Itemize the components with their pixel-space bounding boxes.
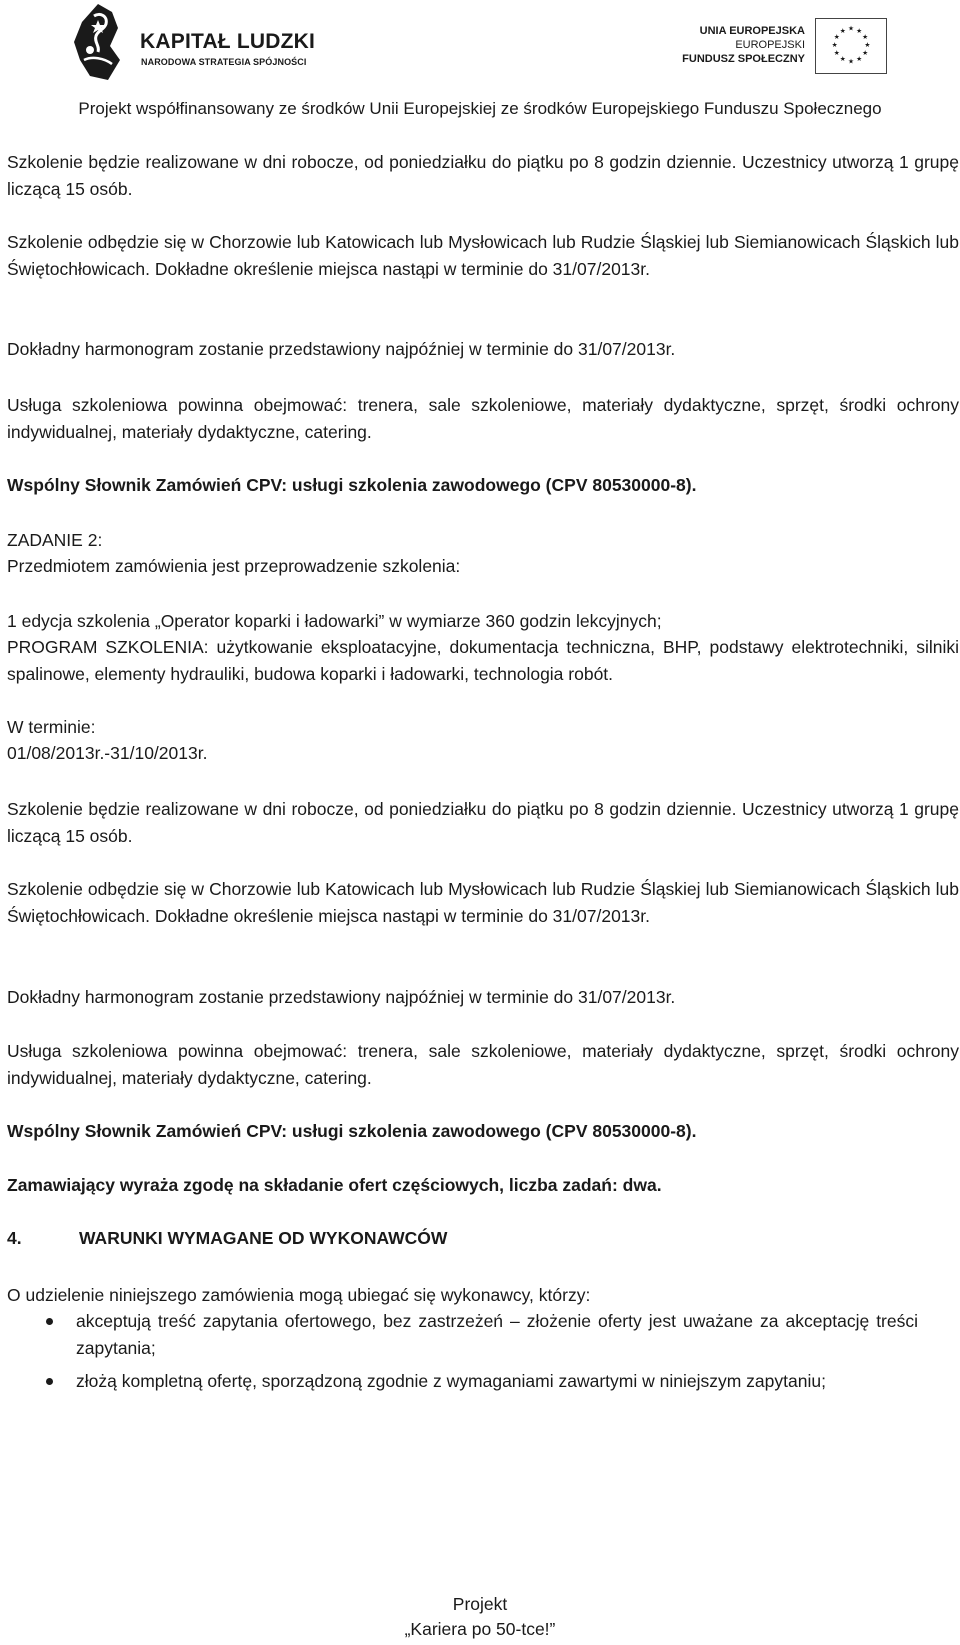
task1-service-paragraph: Usługa szkoleniowa powinna obejmować: trenera, sale szkoleniowe, materiały dydaktyczne, sprzęt, środki ochrony indywidualnej, materiały dydaktyczne, catering. bbox=[7, 395, 959, 442]
svg-text:★: ★ bbox=[862, 32, 869, 41]
bullet-icon bbox=[46, 1318, 53, 1325]
svg-text:★: ★ bbox=[864, 40, 871, 49]
task2-term-value: 01/08/2013r.-31/10/2013r. bbox=[7, 743, 208, 763]
partial-offers-paragraph: Zamawiający wyraża zgodę na składanie ofert częściowych, liczba zadań: dwa. bbox=[7, 1175, 662, 1195]
list-item-text: złożą kompletną ofertę, sporządzoną zgodnie z wymaganiami zawartymi w niniejszym zapytaniu; bbox=[76, 1371, 826, 1391]
task2-location-paragraph: Szkolenie odbędzie się w Chorzowie lub Katowicach lub Mysłowicach lub Rudzie Śląskiej lub Siemianowicach Śląskich lub Świętochłowicach. Dokładne określenie miejsca nastąpi w terminie do 31/07/2013r. bbox=[7, 879, 959, 926]
kapital-ludzki-name: KAPITAŁ LUDZKI bbox=[140, 30, 316, 53]
task2-program-paragraph: PROGRAM SZKOLENIA: użytkowanie eksploatacyjne, dokumentacja techniczna, BHP, podstawy elektrotechniki, silniki spalinowe, elementy hydrauliki, budowa koparki i ładowarki, technologia robót. bbox=[7, 637, 959, 684]
task1-location-paragraph: Szkolenie odbędzie się w Chorzowie lub Katowicach lub Mysłowicach lub Rudzie Śląskiej lub Siemianowicach Śląskich lub Świętochłowicach. Dokładne określenie miejsca nastąpi w terminie do 31/07/2013r. bbox=[7, 232, 959, 279]
footer-project-title: „Kariera po 50-tce!” bbox=[404, 1619, 556, 1639]
eu-logo-line2: EUROPEJSKI bbox=[735, 39, 805, 51]
svg-text:★: ★ bbox=[847, 57, 855, 66]
task1-schedule-paragraph: Szkolenie będzie realizowane w dni robocze, od poniedziałku do piątku po 8 godzin dziennie. Uczestnicy utworzą 1 grupę liczącą 15 osób. bbox=[7, 152, 959, 199]
list-item-text: akceptują treść zapytania ofertowego, bez zastrzeżeń – złożenie oferty jest uważane za akceptację treści zapytania; bbox=[76, 1311, 918, 1358]
kapital-ludzki-emblem-icon bbox=[68, 2, 128, 82]
task2-schedule-paragraph: Szkolenie będzie realizowane w dni robocze, od poniedziałku do piątku po 8 godzin dziennie. Uczestnicy utworzą 1 grupę liczącą 15 osób. bbox=[7, 799, 959, 846]
eu-logo-line1: UNIA EUROPEJSKA bbox=[699, 25, 805, 37]
section-4-title: WARUNKI WYMAGANE OD WYKONAWCÓW bbox=[79, 1228, 448, 1248]
bullet-icon bbox=[46, 1378, 53, 1385]
eu-logo bbox=[672, 18, 897, 76]
eu-logo-line3: FUNDUSZ SPOŁECZNY bbox=[682, 53, 805, 65]
task2-heading: ZADANIE 2: bbox=[7, 530, 103, 550]
svg-text:★: ★ bbox=[839, 26, 846, 35]
svg-text:★: ★ bbox=[862, 49, 869, 58]
task2-edition-paragraph: 1 edycja szkolenia „Operator koparki i ładowarki” w wymiarze 360 godzin lekcyjnych; bbox=[7, 611, 662, 631]
page-footer bbox=[0, 1592, 960, 1642]
task1-harmonogram-paragraph: Dokładny harmonogram zostanie przedstawiony najpóźniej w terminie do 31/07/2013r. bbox=[7, 339, 676, 359]
section-4-intro: O udzielenie niniejszego zamówienia mogą ubiegać się wykonawcy, którzy: bbox=[7, 1285, 591, 1305]
svg-text:★: ★ bbox=[833, 32, 840, 41]
section-4-number: 4. bbox=[7, 1228, 22, 1248]
svg-text:★: ★ bbox=[856, 26, 863, 35]
task2-cpv-paragraph: Wspólny Słownik Zamówień CPV: usługi szkolenia zawodowego (CPV 80530000-8). bbox=[7, 1121, 697, 1141]
page-header bbox=[0, 0, 960, 118]
footer-line1: Projekt bbox=[452, 1594, 508, 1614]
cofinancing-statement: Projekt współfinansowany ze środków Unii Europejskiej ze środków Europejskiego Funduszu Społecznego bbox=[78, 99, 882, 118]
task2-service-paragraph: Usługa szkoleniowa powinna obejmować: trenera, sale szkoleniowe, materiały dydaktyczne, sprzęt, środki ochrony indywidualnej, materiały dydaktyczne, catering. bbox=[7, 1041, 959, 1088]
kapital-ludzki-subtitle: NARODOWA STRATEGIA SPÓJNOŚCI bbox=[141, 57, 307, 67]
svg-text:★: ★ bbox=[833, 49, 840, 58]
svg-text:★: ★ bbox=[839, 55, 846, 64]
kapital-ludzki-logo bbox=[68, 2, 338, 82]
eu-logo-text bbox=[672, 24, 805, 66]
task2-harmonogram-paragraph: Dokładny harmonogram zostanie przedstawiony najpóźniej w terminie do 31/07/2013r. bbox=[7, 987, 676, 1007]
task2-term-label: W terminie: bbox=[7, 717, 96, 737]
svg-text:★: ★ bbox=[831, 40, 838, 49]
svg-text:★: ★ bbox=[847, 24, 855, 33]
task1-cpv-paragraph: Wspólny Słownik Zamówień CPV: usługi szkolenia zawodowego (CPV 80530000-8). bbox=[7, 475, 697, 495]
svg-text:★: ★ bbox=[856, 55, 863, 64]
task2-subject-paragraph: Przedmiotem zamówienia jest przeprowadzenie szkolenia: bbox=[7, 556, 461, 576]
eu-flag-icon bbox=[815, 18, 887, 74]
